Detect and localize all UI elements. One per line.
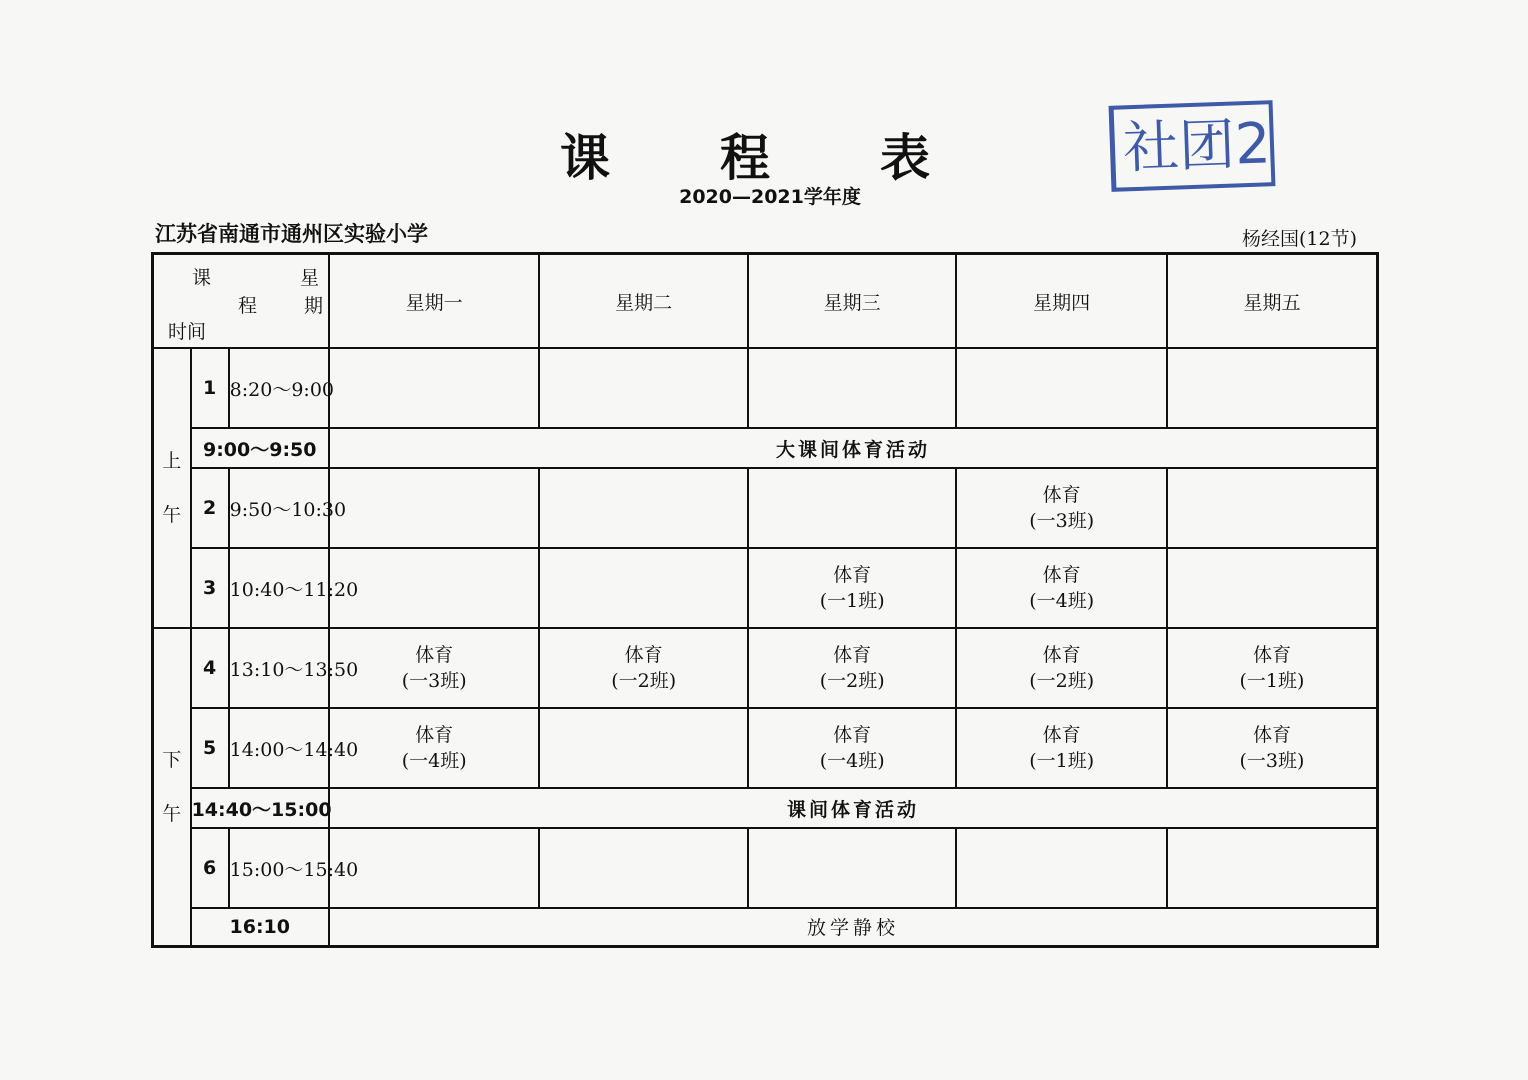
class-cell xyxy=(539,628,748,708)
class-cell xyxy=(1167,628,1378,708)
class-cell-line: (一4班) xyxy=(401,750,467,772)
class-cell xyxy=(748,828,957,908)
class-cell-line: (一4班) xyxy=(1029,590,1095,612)
academic-year: 2020—2021学年度 xyxy=(679,186,861,208)
break-time: 9:00～9:50 xyxy=(191,428,329,468)
day-header: 星期四 xyxy=(956,254,1167,349)
dismissal-label: 放学静校 xyxy=(329,908,1378,946)
class-cell-line: (一1班) xyxy=(1029,750,1095,772)
class-cell-line: (一4班) xyxy=(819,750,885,772)
class-cell xyxy=(329,628,540,708)
class-cell xyxy=(956,348,1167,428)
period-number: 5 xyxy=(191,708,229,788)
class-cell xyxy=(1167,828,1378,908)
day-header: 星期一 xyxy=(329,254,540,349)
class-cell-line: 体育 xyxy=(833,724,872,746)
class-cell-line: (一2班) xyxy=(1029,670,1095,692)
class-cell-line: 体育 xyxy=(1042,724,1081,746)
period-number: 2 xyxy=(191,468,229,548)
period-time: 13:10～13:50 xyxy=(229,628,329,708)
break-row xyxy=(153,788,1378,828)
half-char: 午 xyxy=(162,802,182,825)
corner-cheng: 程 xyxy=(238,295,258,317)
class-cell xyxy=(1167,548,1378,628)
class-cell xyxy=(956,828,1167,908)
day-header: 星期五 xyxy=(1167,254,1378,349)
break-activity: 大课间体育活动 xyxy=(329,428,1378,468)
period-number: 4 xyxy=(191,628,229,708)
break-activity: 课间体育活动 xyxy=(329,788,1378,828)
class-cell xyxy=(748,468,957,548)
period-row xyxy=(153,708,1378,788)
class-cell-line: 体育 xyxy=(1252,724,1291,746)
period-row xyxy=(153,348,1378,428)
corner-shijian: 时间 xyxy=(168,321,207,343)
period-time: 8:20～9:00 xyxy=(229,348,329,428)
teacher-name: 杨经国(12节) xyxy=(1242,228,1358,250)
class-cell xyxy=(956,628,1167,708)
period-time: 14:00～14:40 xyxy=(229,708,329,788)
class-cell-line: 体育 xyxy=(1042,484,1081,506)
school-name: 江苏省南通市通州区实验小学 xyxy=(155,222,428,246)
class-cell xyxy=(1167,468,1378,548)
corner-xing: 星 xyxy=(300,267,320,289)
period-row xyxy=(153,828,1378,908)
class-cell-line: (一3班) xyxy=(1029,510,1095,532)
period-row xyxy=(153,468,1378,548)
period-number: 3 xyxy=(191,548,229,628)
title-char: 课 xyxy=(560,128,720,187)
class-cell xyxy=(539,468,748,548)
class-cell xyxy=(956,548,1167,628)
period-time: 9:50～10:30 xyxy=(229,468,329,548)
class-cell-line: 体育 xyxy=(1252,644,1291,666)
half-char: 上 xyxy=(162,450,182,472)
dismissal-row xyxy=(153,908,1378,946)
morning-label xyxy=(153,348,191,628)
dismissal-time: 16:10 xyxy=(191,908,329,946)
class-cell xyxy=(329,828,540,908)
break-row xyxy=(153,428,1378,468)
class-cell xyxy=(748,628,957,708)
break-time: 14:40～15:00 xyxy=(191,788,329,828)
class-cell-line: (一1班) xyxy=(819,590,885,612)
class-cell xyxy=(748,548,957,628)
period-number: 1 xyxy=(191,348,229,428)
class-cell-line: (一1班) xyxy=(1239,670,1305,692)
class-cell xyxy=(539,828,748,908)
day-header: 星期三 xyxy=(748,254,957,349)
class-cell-line: (一2班) xyxy=(611,670,677,692)
class-cell xyxy=(329,348,540,428)
title-char: 表 xyxy=(880,128,1040,187)
period-number: 6 xyxy=(191,828,229,908)
period-time: 10:40～11:20 xyxy=(229,548,329,628)
half-char: 午 xyxy=(162,504,182,526)
class-cell xyxy=(1167,708,1378,788)
afternoon-label xyxy=(153,628,191,946)
class-cell-line: 体育 xyxy=(1042,644,1081,666)
class-cell-line: 体育 xyxy=(415,644,454,666)
class-cell-line: (一3班) xyxy=(401,670,467,692)
period-time: 15:00～15:40 xyxy=(229,828,329,908)
corner-header xyxy=(153,254,329,349)
corner-ke: 课 xyxy=(192,267,212,289)
period-row xyxy=(153,628,1378,708)
class-cell xyxy=(956,468,1167,548)
class-cell xyxy=(329,468,540,548)
class-cell xyxy=(539,348,748,428)
day-header: 星期二 xyxy=(539,254,748,349)
half-char: 下 xyxy=(162,748,182,771)
class-cell xyxy=(956,708,1167,788)
class-cell-line: 体育 xyxy=(833,644,872,666)
timetable xyxy=(151,252,1379,948)
class-cell-line: (一2班) xyxy=(819,670,885,692)
class-cell xyxy=(329,708,540,788)
class-cell xyxy=(329,548,540,628)
class-cell xyxy=(1167,348,1378,428)
class-cell xyxy=(539,708,748,788)
class-cell-line: 体育 xyxy=(1042,564,1081,586)
club-stamp: 社团2 xyxy=(1109,100,1276,192)
class-cell xyxy=(748,708,957,788)
class-cell-line: (一3班) xyxy=(1239,750,1305,772)
corner-qi: 期 xyxy=(304,295,324,317)
class-cell-line: 体育 xyxy=(624,644,663,666)
class-cell-line: 体育 xyxy=(415,724,454,746)
title-char: 程 xyxy=(720,128,880,187)
class-cell xyxy=(539,548,748,628)
page-title xyxy=(560,118,1040,190)
class-cell-line: 体育 xyxy=(833,564,872,586)
class-cell xyxy=(748,348,957,428)
period-row xyxy=(153,548,1378,628)
